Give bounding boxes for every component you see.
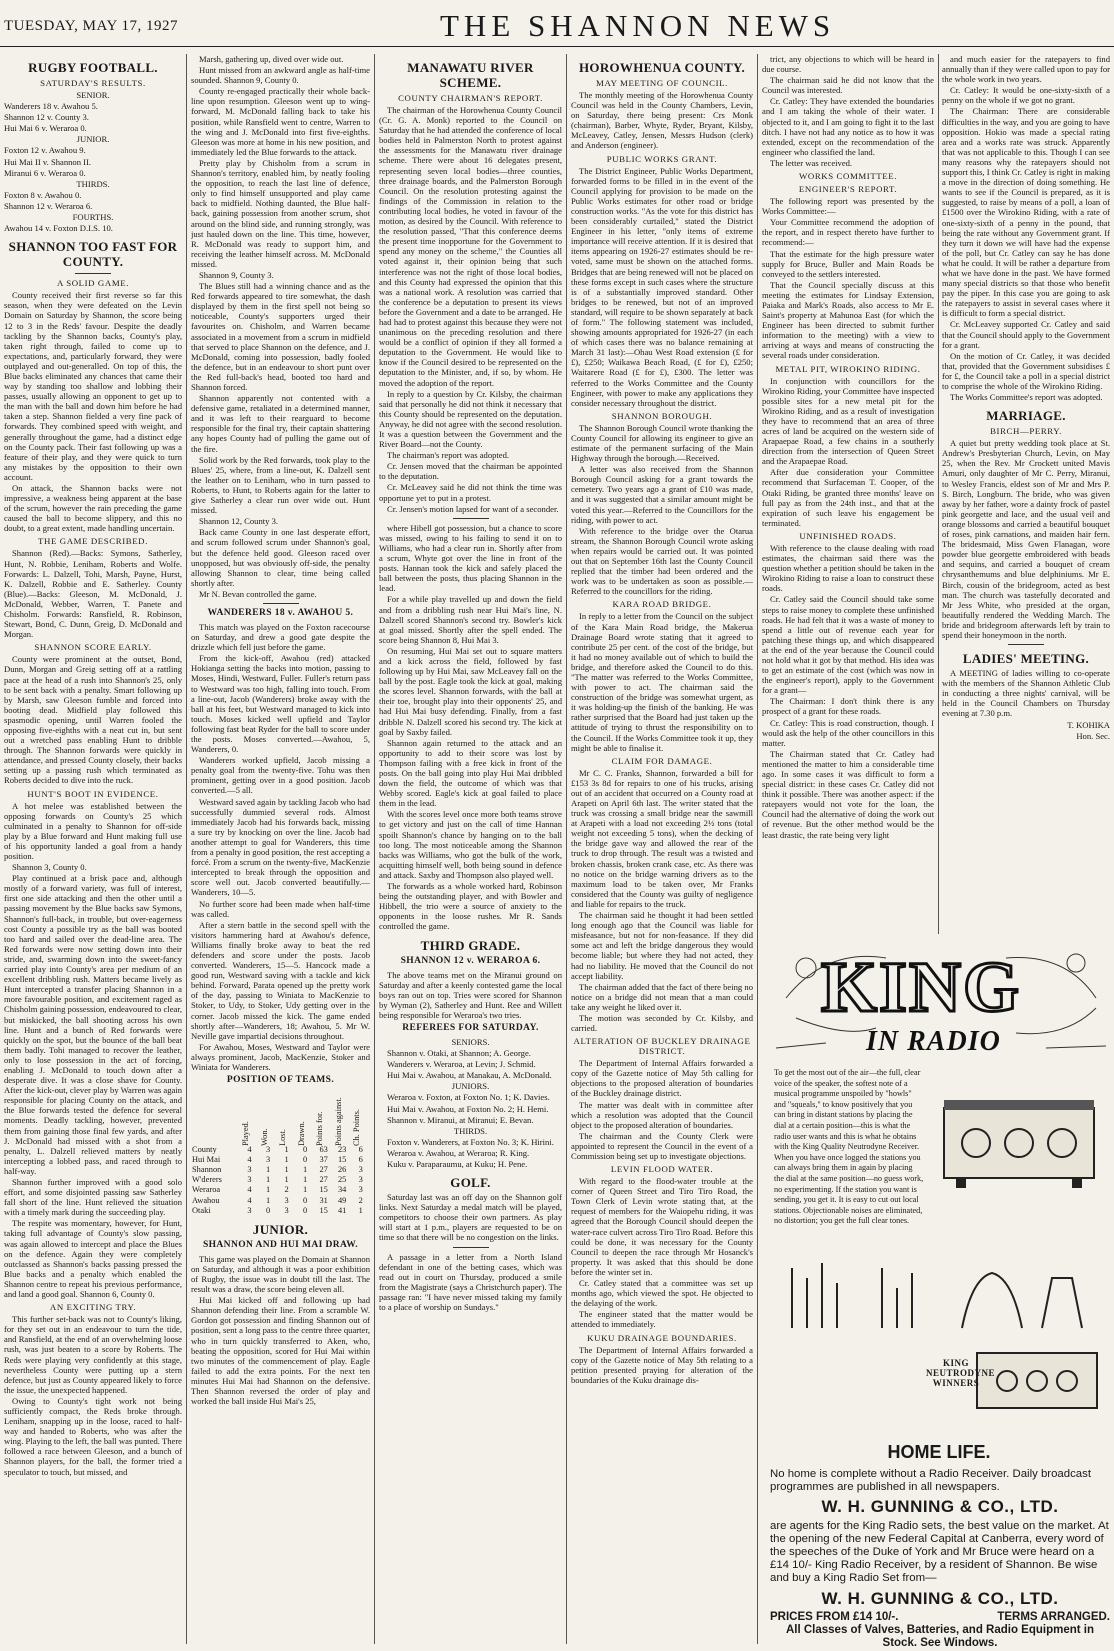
subhead: ENGINEER'S REPORT. <box>798 184 898 195</box>
headline-horowhenua: HOROWHENUA COUNTY. <box>579 60 745 75</box>
signature-name: T. KOHIKA <box>1067 719 1110 730</box>
ad-body <box>770 1468 1110 1650</box>
table-header-cell: Points against. <box>333 1097 343 1147</box>
table-cell: 49 <box>337 1195 347 1205</box>
table-row <box>191 1185 370 1195</box>
table-row <box>191 1206 370 1216</box>
firm-name: W. H. GUNNING & CO., LTD. <box>821 1588 1059 1608</box>
table-cell: 1 <box>303 1165 308 1175</box>
table-cell: Shannon <box>192 1165 222 1175</box>
table-cell: 1 <box>265 1185 271 1195</box>
headline-third-match: SHANNON 12 v. WERAROA 6. <box>400 955 541 966</box>
headline-referees: REFEREES FOR SATURDAY. <box>402 1022 539 1033</box>
article-paragraph: In conjunction with councillors for the Wirokino Riding, your Committee have inspected possible sites for a new metal pit for the Wirokino Riding, and as a result of investigation they have to recommend that an area of three acres of land be acquired on the western side of Arapaepae Road, a few chains in a southerly direction from the intersection of Queen Street and the Arapaepae Road. <box>762 375 934 467</box>
table-header-cell: Points for. <box>315 1111 325 1147</box>
table-cell: 0 <box>303 1145 308 1155</box>
table-cell: 3 <box>284 1205 289 1215</box>
table-row <box>191 1145 370 1155</box>
subhead: PUBLIC WORKS GRANT. <box>606 153 718 164</box>
table-cell: 3 <box>265 1145 271 1155</box>
article-paragraph: Play continued at a brisk pace and, although mostly of a forward variety, was full of interest, first one side attacking and then the other until a passing movement by the Blue backs saw Symons, Shannon's full-back, in trouble, but over-eagerness cost County a possible try as the ball was booted too hard and sailed over the dead-line area. The Red forwards were now setting down into their stride, and, swarming down into the sweet-fancy carried play into County's area per medium of an excellent dribbling rush. Matters became lively as Hunt intercepted a transfer placing Shannon in a more favourable position, and excitement raged as Chisholm gaining possession, endeavoured to clear, but miskicked, the ball shooting across his own line. Hunt and a bunch of Red forwards were quickly on the spot, but the bounce of the ball beat them badly. Tohi managed to recover the leather, only to lose possession in the act of forcing, enabling J. McDonald to touch down after a desperate dive. It was a close shave for County. After the kick-out, clever play by Warren was again responsible for placing County on the attack, and the Blue forwards tested the defence for several moments. Deadly tackling, however, prevented them from gaining those final few yards, and after J. McDonald had missed with a shot from a penalty, L. Dalzell relieved matters by neatly intercepting a lobbed pass, and raced through to half-way. <box>4 873 182 1176</box>
article-paragraph: Pretty play by Chisholm from a scrum in Shannon's territory, enabled him, by neatly fooling the opposition, to reach the last line of defence, only to find himself unsupported and play came back to midfield. Nothing daunted, the Blue half-back, gaining possession from another scrum, shot around on the blind side, and running strongly, was just hauled down on the line. This time, however, R. McDonald was ready to support him, and receiving the leather himself across. M. McDonald missed. <box>191 157 370 269</box>
subhead: KARA ROAD BRIDGE. <box>612 599 712 610</box>
result-line: Hui Mai 6 v. Weraroa 0. <box>4 123 87 134</box>
king-logo <box>766 938 1112 1058</box>
table-cell: 1 <box>303 1175 308 1185</box>
article-paragraph: Shannon again returned to the attack and an opportunity to add to their score was lost by Thompson failing with a free kick in front of the posts. On the ball going into play Hui Mai dribbled down the field, the outcome of which was that Webby scored. Eagle's kick at goal failed to place them in the lead. <box>379 737 562 809</box>
table-row <box>191 1175 370 1185</box>
subhead: CLAIM FOR DAMAGE. <box>611 755 713 766</box>
neutro-mid: NEUTRODYNE <box>926 1368 996 1378</box>
article-paragraph: Shannon apparently not contented with a defensive game, retaliated in a determined manner, and it was left to their rearguard to become responsible for the final try, their captain shattering any hopes County had of pulling the game out of the fire. <box>191 393 370 454</box>
article-paragraph: The Works Committee's report was adopted. <box>950 392 1103 403</box>
masthead <box>0 0 1114 47</box>
article-paragraph: where Hibell got possession, but a chance to score was missed, owing to his failing to send it on to Williams, who had a clear run in. Shortly after from a scrum, Whyte got over the line in front of the posts. Hannan took the kick and safely placed the ball between the posts, thus placing Shannon in the lead. <box>379 522 562 594</box>
in-radio-wordmark: IN RADIO <box>866 1026 1001 1057</box>
article-paragraph: The Shannon Borough Council wrote thanking the County Council for allowing its engineer to give an estimate of the permanent surfacing of the Main Highway through the borough.—Received. <box>571 422 753 464</box>
article-paragraph: County re-engaged practically their whole back-line upon resumption. Gleeson went up to wing-forward, M. McDonald falling back to take his position, while Ransfield went to centre, Warren to the wing and J. McDonald into first five-eighths. Gleeson was more at home in his new position, and immediately led the Blue forwards to the attack. <box>191 86 370 157</box>
subhead: THE GAME DESCRIBED. <box>38 536 148 547</box>
article-paragraph: No further score had been made when half-time was called. <box>191 898 370 919</box>
table-cell: 3 <box>358 1185 363 1195</box>
king-radio-advertisement <box>766 938 1112 1650</box>
radio-receiver-icon <box>936 1068 1106 1198</box>
article-paragraph: The Blues still had a winning chance and as the Red forwards appeared to tire somewhat, the dash displayed by them in the first spell not being so noticeable, County's supporters urged their favourites on. Chisholm, and Warren became associated in a movement from a scrum in midfield that served to place Shannon on the defence, and J. McDonald, coming into possession, badly fooled the defence, but in an endeavour to short punt over the Red full-back's head, booted too hard and Shannon forced. <box>191 281 370 392</box>
table-cell: 31 <box>319 1195 328 1205</box>
signature-title: Hon. Sec. <box>1076 730 1110 741</box>
article-paragraph: The Chairman stated that Cr. Catley had mentioned the matter to him a considerable time ago. In some cases it was difficult to form a special district: in these cases Cr. Catley did not think it possible. There was another aspect: if the ratepayers would not vote for the loan, the Council had the alternative of doing the work out of revenue. But the other method would be the least drastic, the rate being very light <box>762 748 934 840</box>
listeners-illustration-icon <box>772 1238 1102 1338</box>
article-paragraph: Cr. Catley: This is road construction, though. I would ask the help of the other councillors in this matter. <box>762 717 934 748</box>
price-row <box>770 1611 1110 1624</box>
referee-line: Wanderers v. Weraroa, at Levin; J. Schmid. <box>387 1059 536 1070</box>
article-paragraph: In reply to a question by Cr. Kilsby, the chairman said that personally he did not think it necessary that this County should be represented on the deputation. Anyway, he did not agree with the second resolution. It was a question between the Government and the River Board—not the County. <box>379 388 562 450</box>
article-paragraph: The motion was seconded by Cr. Kilsby, and carried. <box>571 1012 753 1034</box>
headline-golf: GOLF. <box>450 1175 491 1191</box>
senior-label: SENIOR. <box>76 90 110 100</box>
divider <box>263 603 299 604</box>
article-paragraph: The matter was dealt with in committee after which a resolution was adopted that the Council object to the proposed alteration of boundaries. <box>571 1099 753 1130</box>
article-paragraph: The chairman of the Horowhenua County Council (Cr. G. A. Monk) reported to the Council on Saturday that he had attended the conference of local bodies held in Palmerston North to protest against the assessments for the Manawatu river drainage scheme. There were about 16 delegates present, representing seven local bodies—three counties, three drainage boards, and the Palmerston Borough Council. On the resolution protesting against the findings of the Commission in relation to the contributing local bodies, he voted in favour of the motion, as desired by the Council. With reference to the resolution passed, "That this conference deems the present time inopportune for the Government to spend any money on the scheme," the Counties all voted against it, their opinion being that such interference was not the right of those local bodies, and this County had expressed the opinion that this was a national work. A resolution was carried that the conference be a deputation to present its views before the Government and a date to be arranged. He had had to protest against this because they were not unanimous on the preceding resolution and there would be a conflict of opinion if they all formed a deputation to the Government. He would like to know if the Council desired to be represented on the deputation to the Minister, and, if so, by whom. He moved the adoption of the report. <box>379 105 562 388</box>
referee-line: Shannon v. Miranui, at Miranui; E. Bevan. <box>387 1114 534 1125</box>
table-cell: 3 <box>358 1165 363 1175</box>
divider <box>1008 644 1044 645</box>
table-cell: 2 <box>358 1195 363 1205</box>
referee-line: Weraroa v. Awahou, at Weraroa; R. King. <box>387 1147 530 1158</box>
article-paragraph: With regard to the flood-water trouble at the corner of Queen Street and Tiro Tiro Road, the Town Clerk of Levin wrote stating that, at the request of members for the Waiopehu riding, it was agreed that the Borough Council should deepen the water-race culvert across Tiro Tiro Road. Before this could be done, it was necessary for the County Council to deepen the race through Mr Hosanck's property. It was asked that this should be done before the winter set in. <box>571 1176 753 1277</box>
home-life-heading: HOME LIFE. <box>887 1442 991 1462</box>
table-cell: 6 <box>358 1145 363 1155</box>
table-cell: 1 <box>284 1145 289 1155</box>
article-paragraph: The Chairman: There are considerable difficulties in the way, and you are going to have opposition. Hokio was made a special rating area and a works rate was struck. Apparently that was not applicable to this. Though I can see many reasons why the ratepayers should not support this, I think Cr. Catley is right in making a move in the direction of doing something. He wants to see if the Council is prepared, as it is suggested, to raise by means of a poll, a loan of £1500 over the Wirokino Riding, with a rate of one-sixty-sixth of a penny in the pound, that being the rate without any Government grant. If they turn it down we will have had the expense of the poll, but Cr. Catley can say he has done what he could. It will be rather a departure from what we have done in the past. We have formed many special districts so that those who benefit pay the piper. In this case you are going to ask the ratepayers to assist in several cases where it is difficult to form a special district. <box>942 106 1110 319</box>
table-header-row <box>191 1089 370 1145</box>
column-6 <box>942 54 1110 934</box>
referee-line: Kuku v. Paraparaumu, at Kuku; H. Pene. <box>387 1159 528 1169</box>
article-paragraph: Mr C. C. Franks, Shannon, forwarded a bill for £153 3s 8d for repairs to one of his trucks, arising out of an accident that occurred on a County road at Arapeti on April 6th last. The writer stated that the truck was crossing a small bridge near the sawmill at Arapeti with a load not exceeding 2½ tons (total weight not exceeding 5 tons), when the decking of the bridge gave way and allowed the rear of the truck to drop through. The result was a twisted and broken chassis, broken crank case, etc. As there was no notice on the bridge warning drivers as to the maximum load to be taken over, Mr Franks considered that the County was guilty of negligence and liable for repairs to the truck. <box>571 767 753 909</box>
table-cell: 34 <box>337 1185 347 1195</box>
ad-copy-text: To get the most out of the air—the full, clear voice of the speaker, the softest note of a musical programme unspoiled by "howls" and "squeals," to know positively that you can bring in distant stations by placing the dial at a certain position—this is what the radio user wants and this is what he obtains with the King Quality Neutrodyne Receiver. When you have once logged the stations you can always bring them in again by placing the dial at the same position—no guess work, no experimenting. If the station you want is sending, you get it. It is easy to cut out local stations. Objectionable noises are eliminated, no distortion; you get the full clear tones. <box>774 1068 924 1226</box>
table-cell: Hui Mai <box>192 1155 221 1165</box>
article-paragraph: Hunt missed from an awkward angle as half-time sounded. Shannon 9, County 0. <box>191 65 370 86</box>
junior-label: JUNIOR. <box>76 134 110 145</box>
article-paragraph: After a stern battle in the second spell with the visitors hammering hard at Awahou's defence, Williams finally broke away to beat the red defenders and score under the posts. Jacob converted. Wanderers, 15—5. Hancock made a good run, Westward saving with a tackle and kick behind. Forward, Parata opened up the pretty work of the day, passing to Winiata to MacKenzie to Stoker, to Udy, to Stoker, Udy getting over in the corner. Jacob missed the kick. The game ended shortly after—Wanderers, 18; Awahou, 5. Mr W. Neville gave impartial decisions throughout. <box>191 919 370 1041</box>
headline-rugby: RUGBY FOOTBALL. <box>28 60 158 75</box>
article-paragraph: The chairman added that the fact of there being no notice on a bridge did not mean that a man could take any weight he liked over it. <box>571 981 753 1012</box>
article-paragraph: Cr. McLeavey supported Cr. Catley and said that the Council should apply to the Government for a grant. <box>942 319 1110 350</box>
article-paragraph: After due consideration your Committee recommend that Surfaceman T. Cooper, of the Otaki Riding, be granted three months' leave on full pay as from the 24th inst., and that at the expiration of such leave his engagement be terminated. <box>762 467 934 528</box>
table-cell: 1 <box>284 1175 289 1185</box>
article-paragraph: The Department of Internal Affairs forwarded a copy of the Gazette notice of May 5th calling for objections to the proposed alteration of boundaries of the Buckley drainage district. <box>571 1058 753 1099</box>
article-paragraph: Cr. McLeavey said he did not think the time was opportune yet to put in a protest. <box>379 482 562 503</box>
result-line: Foxton 12 v. Awahou 9. <box>4 145 86 156</box>
firm-name: W. H. GUNNING & CO., LTD. <box>821 1497 1059 1517</box>
table-cell: 15 <box>337 1155 347 1165</box>
article-paragraph: Shannon further improved with a good solo effort, and some disjointed passing saw Satherley fall short of the line. Hunt relieved the situation with a timely mark during the succeeding play. <box>4 1177 182 1218</box>
table-cell: 3 <box>284 1195 289 1205</box>
article-paragraph: On the motion of Cr. Catley, it was decided that, provided that the Government subsidises £ for £, the Council take a poll in a special district to comprise the whole of the Wirokino Riding. <box>942 350 1110 391</box>
article-paragraph: The following report was presented by the Works Committee:— <box>762 196 934 217</box>
column-5 <box>762 54 934 934</box>
headline-too-fast: SHANNON TOO FAST FOR COUNTY. <box>8 239 178 270</box>
subhead: SHANNON BOROUGH. <box>611 410 713 421</box>
article-paragraph: trict, any objections to which will be heard in due course. <box>762 54 934 75</box>
table-cell: 1 <box>303 1185 308 1195</box>
table-cell: 4 <box>247 1195 252 1205</box>
table-cell: 1 <box>284 1155 289 1165</box>
table-cell: 4 <box>247 1145 252 1155</box>
table-cell: 15 <box>319 1185 328 1195</box>
article-paragraph: A letter was also received from the Shannon Borough Council asking for a grant towards the cemetery. Two years ago a grant of £10 was made, and it was suggested that a similar amount might be voted this year.—Referred to the Councillors for the riding, with power to act. <box>571 464 753 525</box>
headline-draw: SHANNON AND HUI MAI DRAW. <box>202 1239 359 1250</box>
table-cell: 1 <box>265 1165 271 1175</box>
headline-ladies: LADIES' MEETING. <box>962 651 1090 667</box>
headline-wanderers: WANDERERS 18 v. AWAHOU 5. <box>207 607 354 618</box>
subhead-birch-perry: BIRCH—PERRY. <box>990 426 1062 437</box>
subhead-chairman: COUNTY CHAIRMAN'S REPORT. <box>398 93 543 103</box>
article-paragraph: Saturday last was an off day on the Shannon golf links. Next Saturday a medal match will be played, competitors to choose their own partners. As play will start at 1 p.m., players are requested to be on time so that there will be no congestion on the links. <box>379 1192 562 1243</box>
table-cell: 41 <box>337 1205 347 1215</box>
table-cell: 23 <box>337 1145 347 1155</box>
referee-line: Weraroa v. Foxton, at Foxton No. 1; K. Davies. <box>387 1092 550 1103</box>
article-paragraph: Shannon (Red).—Backs: Symons, Satherley, Hunt, N. Robbie, Leniham, Roberts and Wolfe. Forwards: L. Dalzell, Tohi, Marsh, Payne, Hurst, K. Dalzell, Robbie and E. Satherley. County (Blue).—Backs: Gleeson, M. McDonald, J. McDonald, Webber, Warren, T. Panete and Chisholm. Forwards: Ransfield, R. Robinson, Stewart, Bond, C. Dunn, Greig, D. McDonald and Morgan. <box>4 548 182 640</box>
headline-junior: JUNIOR. <box>252 1221 309 1237</box>
article-paragraph: Cr. Jensen's motion lapsed for want of a seconder. <box>387 503 559 514</box>
headline-manawatu: MANAWATU RIVER SCHEME. <box>407 60 534 90</box>
article-paragraph: The chairman said he thought it had been settled long enough ago that the Council was liable for misfeasance, but not for non-feasance. If they did some act and left the bridge dangerous they would become liable; but where they had not acted, they had no liability. He moved that the Council do not accept liability. <box>571 910 753 981</box>
article-paragraph: The above teams met on the Miranui ground on Saturday and after a keenly contested game the local boys ran out on top. Tries were scored for Shannon by Wyman (2), Satherley and Hunt. Ree and Willett being responsible for Weraroa's two tries. <box>379 969 562 1020</box>
divider <box>453 518 489 519</box>
article-paragraph: County were prominent at the outset, Bond, Dunn, Morgan and Greig setting off at a rattling pace at the head of a rush into Shannon's 25, only to be sent back with a penalty. Smart following up by Marsh, saw Gleeson fumble and forced into booting dead. Midfield play followed this spasmodic opening, until Warren fooled the opposing five-eighths with a neat cut in, but sent out a wretched pass enabling Hunt to dribble through. The Shannon forwards were quickly in attendance, and pressed County closely, their backs setting up a passing rush which terminated as Roberts decided to dive into the ruck. <box>4 654 182 786</box>
referee-line: Hui Mai v. Awahou, at Foxton No. 2; H. Hemi. <box>387 1103 549 1114</box>
subhead: HUNT'S BOOT IN EVIDENCE. <box>27 788 159 799</box>
ad-body-text: are agents for the King Radio sets, the best value on the market. At the opening of the new Federal Capital at Canberra, every word of the speeches of the Duke of York and Mr Bruce were heard on a £14 10/- King Radio Receiver, by a resident of Shannon. Be wise and buy a King Radio Set from— <box>770 1519 1109 1585</box>
article-paragraph: In reply to a letter from the Council on the subject of the Kara Main Road bridge, the Makerua Drainage Board wrote stating that it agreed to contribute 25 per cent. of the cost of the bridge, but it had no money available out of which to build the bridge, and therefore asked the Council to do this. "The matter was referred to the Works Committee, with power to act. The chairman said the construction of the bridge was somewhat urgent, as it was holding-up the finish of the banking. He was rather surprised that the Board had just taken up the attitude of trying to thrust the responsibility on to the Council. If the Works Committee took it up, they might be able to finalise it. <box>571 611 753 753</box>
subhead-results: SATURDAY'S RESULTS. <box>40 78 146 88</box>
fourths-label: FOURTHS. <box>72 212 114 223</box>
result-line: Wanderers 18 v. Awahou 5. <box>4 101 98 112</box>
table-header-cell: Drawn. <box>296 1121 306 1147</box>
article-paragraph: The Department of Internal Affairs forwarded a copy of the Gazette notice of May 5th relating to a petition presented praying for alteration of the boundaries of the Kuku drainage dis- <box>571 1344 753 1385</box>
column-4 <box>571 54 753 1644</box>
referee-line: Shannon v. Otaki, at Shannon; A. George. <box>387 1048 531 1059</box>
article-paragraph: A passage in a letter from a North Island defendant in one of the betting cases, which was read out in court on Thursday, produced a smile from the Magistrate (says a Christchurch paper). The passage ran: "I have never missed taking my family to a place of worship on Sundays." <box>379 1251 562 1313</box>
subhead: LEVIN FLOOD WATER. <box>610 1164 714 1175</box>
subhead: KUKU DRAINAGE BOUNDARIES. <box>587 1332 737 1343</box>
table-row <box>191 1165 370 1175</box>
table-row <box>191 1155 370 1165</box>
table-header-cell: Ch. Points. <box>352 1109 362 1147</box>
table-cell: Weraroa <box>192 1185 221 1195</box>
table-cell: 6 <box>358 1155 363 1165</box>
table-cell: 4 <box>247 1155 252 1165</box>
juniors-label: JUNIORS. <box>451 1081 490 1092</box>
table-cell: 1 <box>284 1165 289 1175</box>
table-cell: 1 <box>265 1175 271 1185</box>
table-cell: 27 <box>319 1175 328 1185</box>
result-line: Shannon 12 v. County 3. <box>4 112 89 123</box>
table-cell: 26 <box>337 1165 347 1175</box>
article-paragraph: This match was played on the Foxton racecourse on Saturday, and drew a good gate despite the drizzle which fell just before the game. <box>191 621 370 653</box>
article-paragraph: On attack, the Shannon backs were not impressive, a weakness being apparent at the base of the scrum, however the rain preceding the game caused the ball to become slippery, and this no doubt, to a great extent, made handling uncertain. <box>4 483 182 534</box>
terms-text: TERMS ARRANGED. <box>997 1610 1110 1623</box>
thirds-label: THIRDS. <box>76 178 110 189</box>
article-paragraph: Owing to County's tight work not being sufficiently compact, the Reds broke through. Leniham, snapping up in the loose, raced to half-way and handed to Roberts, who was after the wing. Playing to the left, the ball was punted. There followed a race between Gleeson, and a bunch of Shannon players, for the ball, the former tried a speculator to touch, but missed, and <box>4 1395 182 1477</box>
article-paragraph: A MEETING of ladies willing to co-operate with the members of the Shannon Athletic Club in conducting a three nights' carnival, will be held in the Council Chambers on Thursday evening at 7.30 p.m. <box>942 668 1110 719</box>
table-header-cell: Played. <box>241 1121 251 1147</box>
neutro-bot: WINNERS <box>932 1378 980 1388</box>
article-paragraph: Westward saved again by tackling Jacob who had successfully dummied several rods. Almost immediately Jacob had his forwards back, missing a sure try by knocking on over the line. Jacob had another attempt to goal for Wanderers, this time from a penalty in good position, the rest accepting a forcé. From a scrum on the twenty-five, MacKenzie intercepted to break through the opposition and score well out. Jacob converted beautifully.—Wanderers, 10—5. <box>191 796 370 898</box>
article-paragraph: The District Engineer, Public Works Department, forwarded forms to be filled in in the event of the Council applying for provision to be made on the Public Works estimates for other road or bridge construction works. "As the vote for this district has been considerably curtailed," stated the District Engineer in his letter, "only items of extreme importance will receive attention. If it is desired that items appearing on 1926-27 estimates should be re-voted, same must be shown on the attached forms. Bridges that are being renewed will not be placed on these forms except in such cases where the structure is of a substantially improved standard. Other bridges to be renewed, but not of an improved standard, will require to be shown separately at back of form." The following statement was included, showing amounts appropriated for 1926-27 (in each of which cases there was no balance remaining at March 31 last):—Ohau West Road extension (£ for £), £250; Waikawa Beach Road, (£ for £), £250; Waitarere Road (£ for £), £300. The letter was referred to the Works Committee and the County Engineer, with power to make any applications they consider necessary throughout the district. <box>571 165 753 408</box>
article-paragraph: The Chairman: I don't think there is any prospect of a grant for these roads. <box>762 696 934 717</box>
column-1 <box>4 54 182 1644</box>
position-table <box>191 1089 370 1216</box>
article-paragraph: Your Committee recommend the adoption of the report, and in respect thereto have further to recommend:— <box>762 217 934 248</box>
table-header-cell: Lost. <box>278 1129 288 1147</box>
article-paragraph: and much easier for the ratepayers to find annually than if they were called upon to pay for the whole work in two years. <box>942 54 1110 85</box>
article-paragraph: Shannon 12, County 3. <box>199 516 279 527</box>
prices-text: PRICES FROM £14 10/-. <box>770 1610 899 1623</box>
table-header-cell: Won. <box>259 1128 269 1147</box>
article-paragraph: That the estimate for the high pressure water supply for Bruce, Buller and Main Roads be conveyed to the settlers interested. <box>762 248 934 279</box>
table-cell: 0 <box>303 1195 308 1205</box>
result-line: Miranui 6 v. Weraroa 0. <box>4 167 86 178</box>
table-cell: Awahou <box>192 1195 220 1205</box>
article-paragraph: County received their first reverse so far this season, when they were defeated on the Levin Domain on Saturday by Shannon, the score being 12 to 3 in the Reds' favour. Despite the deadly tackling by the Shannon backs, County's play, taken right through, failed to come up to expectations, and, particularly forward, they were outplayed and out-generalled. On top of this, the Blue backs eliminated any chances that came their way by standing too shallow and lobbing their passes, usually allowing an opponent to get up to the man with the ball and down him before he had taken a step. Shannon fielded a very fine pack of forwards. They combined speed with weight, and generally throughout the game, had a distinct edge on the County pack. Their fast following up was a feature of their play, and they were quick to turn any mistakes by the opposition to their own account. <box>4 290 182 482</box>
table-cell: 3 <box>247 1175 252 1185</box>
table-cell: 3 <box>358 1175 363 1185</box>
table-cell: 27 <box>319 1165 328 1175</box>
article-paragraph: The forwards as a whole worked hard, Robinson being the outstanding player, and with Bowler and Hibbell, the trio were a source of anxiety to the opponents in the loose rushes. Mr R. Sands controlled the game. <box>379 881 562 932</box>
divider <box>75 273 111 274</box>
thirds-label: THIRDS. <box>453 1125 488 1136</box>
result-line: Shannon 12 v. Weraroa 6. <box>4 200 93 211</box>
subhead-solid-game: A SOLID GAME. <box>56 278 130 289</box>
subhead: UNFINISHED ROADS. <box>799 530 897 541</box>
article-paragraph: A quiet but pretty wedding took place at St. Andrew's Presbyterian Church, Levin, on May 25, when the Rev. Mr Crockett united Mavis Amuri, only daughter of Mr C. Perry, Miranui, to Wesley Francis, eldest son of Mr and Mrs P. S. Birch, Longburn. The bride, who was given away by her father, wore a dainty frock of pastel pink georgette and lace, and the usual veil and orange blossoms and carried a beautiful bouquet of roses, pink carnations, and maiden hair fern. The bridesmaid, Miss Gwen Flanagan, wore powder blue georgette embroidered with beads and sequins, and carried a bouquet of cream chrysanthemums and blue delphiniums. Mr E. Birch, cousin of the bridegroom, acted as best man. The church was tastefully decorated and Mr Jess White, who presided at the organ, beautifully rendered the Wedding March. The bride and bridegroom afterwards left by train to spend their honeymoon in the north. <box>942 438 1110 640</box>
ad-body-text: No home is complete without a Radio Receiver. Daily broadcast programmes are published in all newspapers. <box>770 1468 1091 1494</box>
article-paragraph: For Awahou, Moses, Westward and Taylor were always prominent, Jacob, MacKenzie, Stoker and Winiata for Wanderers. <box>191 1041 370 1072</box>
article-paragraph: Cr. Jensen moved that the chairman be appointed to the deputation. <box>379 461 562 482</box>
article-paragraph: A hot melee was established between the opposing forwards on County's 25 which culminated in a penalty to Shannon for off-side play by a Blue forward and Hunt making full use of his opportunity landed a goal from a handy position. <box>4 800 182 861</box>
article-paragraph: This game was played on the Domain at Shannon on Saturday, and although it was a poor exhibition of Rugby, the issue was in doubt till the last. The result was a draw, the score being eleven all. <box>191 1253 370 1295</box>
table-cell: 37 <box>319 1155 328 1165</box>
neutro-top: KING <box>942 1358 969 1368</box>
article-paragraph: Cr. Catley said the Council should take some steps to raise money to complete these unfinished roads. He had felt that it was a waste of money to spend a little out of revenue each year for patching these things up, and which disappeared at the end of the year because the Council could not hold what it got by that method. His idea was to get an estimate of the cost (which was now in the engineer's report), apply to the Government for a grant— <box>762 594 934 696</box>
article-paragraph: With reference to the clause dealing with road estimates, the chairman said there was the question whether a petition should be taken in the Wirokino Riding to raise a loan to construct these roads. <box>762 542 934 594</box>
issue-date: TUESDAY, MAY 17, 1927 <box>4 18 179 34</box>
article-paragraph: The chairman's report was adopted. <box>387 450 510 461</box>
article-paragraph: On resuming, Hui Mai set out to square matters and a kick across the field, followed by fast following up by Hui Mai, saw McLeavey fall on the ball by the post. Eagle took the kick at goal, making the scores level. Shannon forwards, with the ball at their toe, brought play into their opponents' 25, and had Hui Mai busy defending. Finally, from a fast dribble N. Dalzell scored his second try. The kick at goal by Saxby failed. <box>379 645 562 737</box>
subhead-may-meeting: MAY MEETING OF COUNCIL. <box>596 78 728 88</box>
table-cell: 15 <box>319 1205 328 1215</box>
article-paragraph: Cr. Catley: It would be one-sixty-sixth of a penny on the whole if we got no grant. <box>942 85 1110 106</box>
article-paragraph: From the kick-off, Awahou (red) attacked Hokianga setting the backs into motion, passing to Moses, Hindi, Westward, Fuller. Fuller's return pass to Westward was too high, falling into touch. From a line-out, Jacob (Wanderers) broke away with the ball at his feet, but Westward managed to kick into touch. Moses kicked well upfield and Taylor following fast beat Ryder for the ball to score under the posts. Moses converted.—Awahou, 5, Wanderers, 0. <box>191 653 370 755</box>
article-paragraph: The chairman and the County Clerk were appointed to represent the Council in the event of a Commission being set up to investigate objections. <box>571 1130 753 1161</box>
article-paragraph: Wanderers worked upfield, Jacob missing a penalty goal from the twenty-five. Tohu was then prominent, getting over in a good position. Jacob converted.—5 all. <box>191 755 370 796</box>
headline-position: POSITION OF TEAMS. <box>226 1075 335 1086</box>
table-cell: 3 <box>265 1155 271 1165</box>
table-cell: 63 <box>319 1145 328 1155</box>
headline-third-grade: THIRD GRADE. <box>420 937 521 953</box>
article-paragraph: Mr N. Bevan controlled the game. <box>199 588 317 599</box>
table-cell: 3 <box>247 1205 252 1215</box>
table-cell: 0 <box>265 1205 271 1215</box>
article-paragraph: The chairman said he did not know that the Council was interested. <box>762 75 934 96</box>
newspaper-title: THE SHANNON NEWS <box>440 8 836 43</box>
seniors-label: SENIORS. <box>451 1036 490 1047</box>
headline-marriage: MARRIAGE. <box>986 408 1066 424</box>
table-cell: County <box>192 1145 217 1155</box>
article-paragraph: Back came County in one last desperate effort, and scrum followed scrum under Shannon's goal, but the defence held good. Gleeson raced over unopposed, but was obviously off-side, the penalty allowing Shannon to clear, time being called shortly after. <box>191 527 370 588</box>
article-paragraph: Solid work by the Red forwards, took play to the Blues' 25, where, from a line-out, K. Dalzell sent the leather on to Leniham, who in turn passed to Roberts, to Hunt, to Roberts again for the latter to give Satherley a clear run over wide out. Hunt missed. <box>191 454 370 516</box>
article-paragraph: The letter was received. <box>770 157 853 168</box>
neutrodyne-label <box>926 1358 996 1388</box>
article-paragraph: Cr. Catley stated that a committee was set up months ago, which viewed the spot. He objected to the delaying of the work. <box>571 1278 753 1309</box>
table-row <box>191 1196 370 1206</box>
table-cell: 4 <box>247 1185 252 1195</box>
table-cell: 3 <box>247 1165 252 1175</box>
subhead: WORKS COMMITTEE. <box>798 171 898 182</box>
table-cell: W'derers <box>192 1175 222 1185</box>
table-cell: 0 <box>303 1205 308 1215</box>
article-paragraph: Cr. Catley: They have extended the boundaries and I am taking the whole of their water. I objected to it, and I am going to fight it to the last ditch. I have not had any notice as to how it was extended, except on the recommendation of the engineer who classified the land. <box>762 96 934 157</box>
result-line: Awahou 14 v. Foxton D.I.S. 10. <box>4 223 113 234</box>
result-line: Hui Mai II v. Shannon II. <box>4 156 92 167</box>
table-cell: Otaki <box>192 1205 211 1215</box>
column-3 <box>379 54 562 1644</box>
article-paragraph: With reference to the bridge over the Otarua stream, the Shannon Borough Council wrote asking when repairs would be carried out. It was pointed out that on September 16th last the County Council replied that the timber had been ordered and the work was to be undertaken as soon as possible.—Referred to the councillors for the riding. <box>571 525 753 597</box>
article-paragraph: Shannon 3, County 0. <box>12 862 87 873</box>
article-paragraph: The respite was momentary, however, for Hunt, taking full advantage of County's slow passing, was again allowed to intercept and place the Blues on the defence. Again they were completely outclassed as Shannon's backs passing pressed the Blue backs and a penalty which enabled the Shannon centre to repeat his previous performance, and land a good goal. Shannon 6, County 0. <box>4 1218 182 1300</box>
article-paragraph: With the scores level once more both teams strove to get victory and just on the call of time Hannan spoilt Shannon's chance by hanging on to the ball too long. The most noticeable among the Shannon backs was Williams, who got the bulk of the work, acquitting himself well, both being sound in defence and attack. Saxby and Thompson also played well. <box>379 809 562 880</box>
table-cell: 1 <box>265 1195 271 1205</box>
result-line: Foxton 8 v. Awahou 0. <box>4 189 82 200</box>
subhead: AN EXCITING TRY. <box>49 1302 137 1313</box>
article-paragraph: That the Council specially discuss at this meeting the estimates for Lindsay Extension, Paiaka and Mark's Roads, also access to Mr E. Saint's property at Mahunoa East (for which the Engineer has been directed to submit further information to the meeting) with a view to arriving at ways and means of constructing the several roads under consideration. <box>762 279 934 361</box>
stock-text: All Classes of Valves, Batteries, and Radio Equipment in Stock. See Windows. <box>785 1624 1095 1650</box>
subhead: SHANNON SCORE EARLY. <box>34 642 152 653</box>
table-cell: 0 <box>303 1155 308 1165</box>
article-paragraph: The monthly meeting of the Horowhenua County Council was held in the County Chambers, Levin, on Saturday, there being present: Crs Monk (chairman), Barber, Whyte, Ryder, Bryant, Kilsby, McLeavey, Catley, Jensen, Messrs Hudson (clerk) and Anderson (engineer). <box>571 90 753 151</box>
referee-line: Foxton v. Wanderers, at Foxton No. 3; K. Hirini. <box>387 1136 554 1147</box>
article-paragraph: For a while play travelled up and down the field and from a dribbling rush near Hui Mai's line, N. Dalzell scored Shannon's second try. Bowler's kick at goal missed. Shortly after the spell ended. The score being Shannon 8, Hui Mai 3. <box>379 594 562 645</box>
king-wordmark: KING <box>821 947 1022 1027</box>
table-cell: 2 <box>284 1185 289 1195</box>
article-paragraph: The engineer stated that the matter would be attended to immediately. <box>571 1309 753 1330</box>
subhead: METAL PIT, WIROKINO RIDING. <box>775 363 921 374</box>
table-cell: 1 <box>358 1205 363 1215</box>
table-cell: 25 <box>337 1175 347 1185</box>
article-paragraph: Shannon 9, County 3. <box>199 269 274 280</box>
subhead: ALTERATION OF BUCKLEY DRAINAGE DISTRICT. <box>573 1036 751 1057</box>
divider <box>453 1247 489 1248</box>
article-paragraph: Marsh, gathering up, dived over wide out. <box>199 54 344 64</box>
article-paragraph: Hui Mai kicked off and following up had Shannon defending their line. From a scramble W. Gordon got possession and finding Shannon out of position, sent a long pass to the centre three quarter, who in turn quickly transferred to Aken, who, beating the opposition, scored for Hui Mai within two minutes of the commencement of play. Eagle failed to add the extra points. For the next ten minutes Hui Mai had Shannon on the defensive. Then Shannon reversed the order of play and worked the ball inside Hui Mai's 25, <box>191 1295 370 1407</box>
neutrodyne-set-icon <box>972 1343 1102 1423</box>
column-2 <box>191 54 370 1644</box>
article-paragraph: This further set-back was not to County's liking, for they set out in an endeavour to turn the tide, and Ransfield, at the end of an overwhelming loose rush, was just beaten to a score by Roberts. The Reds were playing very confidently at this stage, nevertheless County were putting up a stern defence, but just as County appeared likely to force the issue, the unexpected happened. <box>4 1314 182 1395</box>
referee-line: Hui Mai v. Awahou, at Manakau, A. McDonald. <box>387 1070 552 1081</box>
table-header-cell <box>191 1089 240 1145</box>
